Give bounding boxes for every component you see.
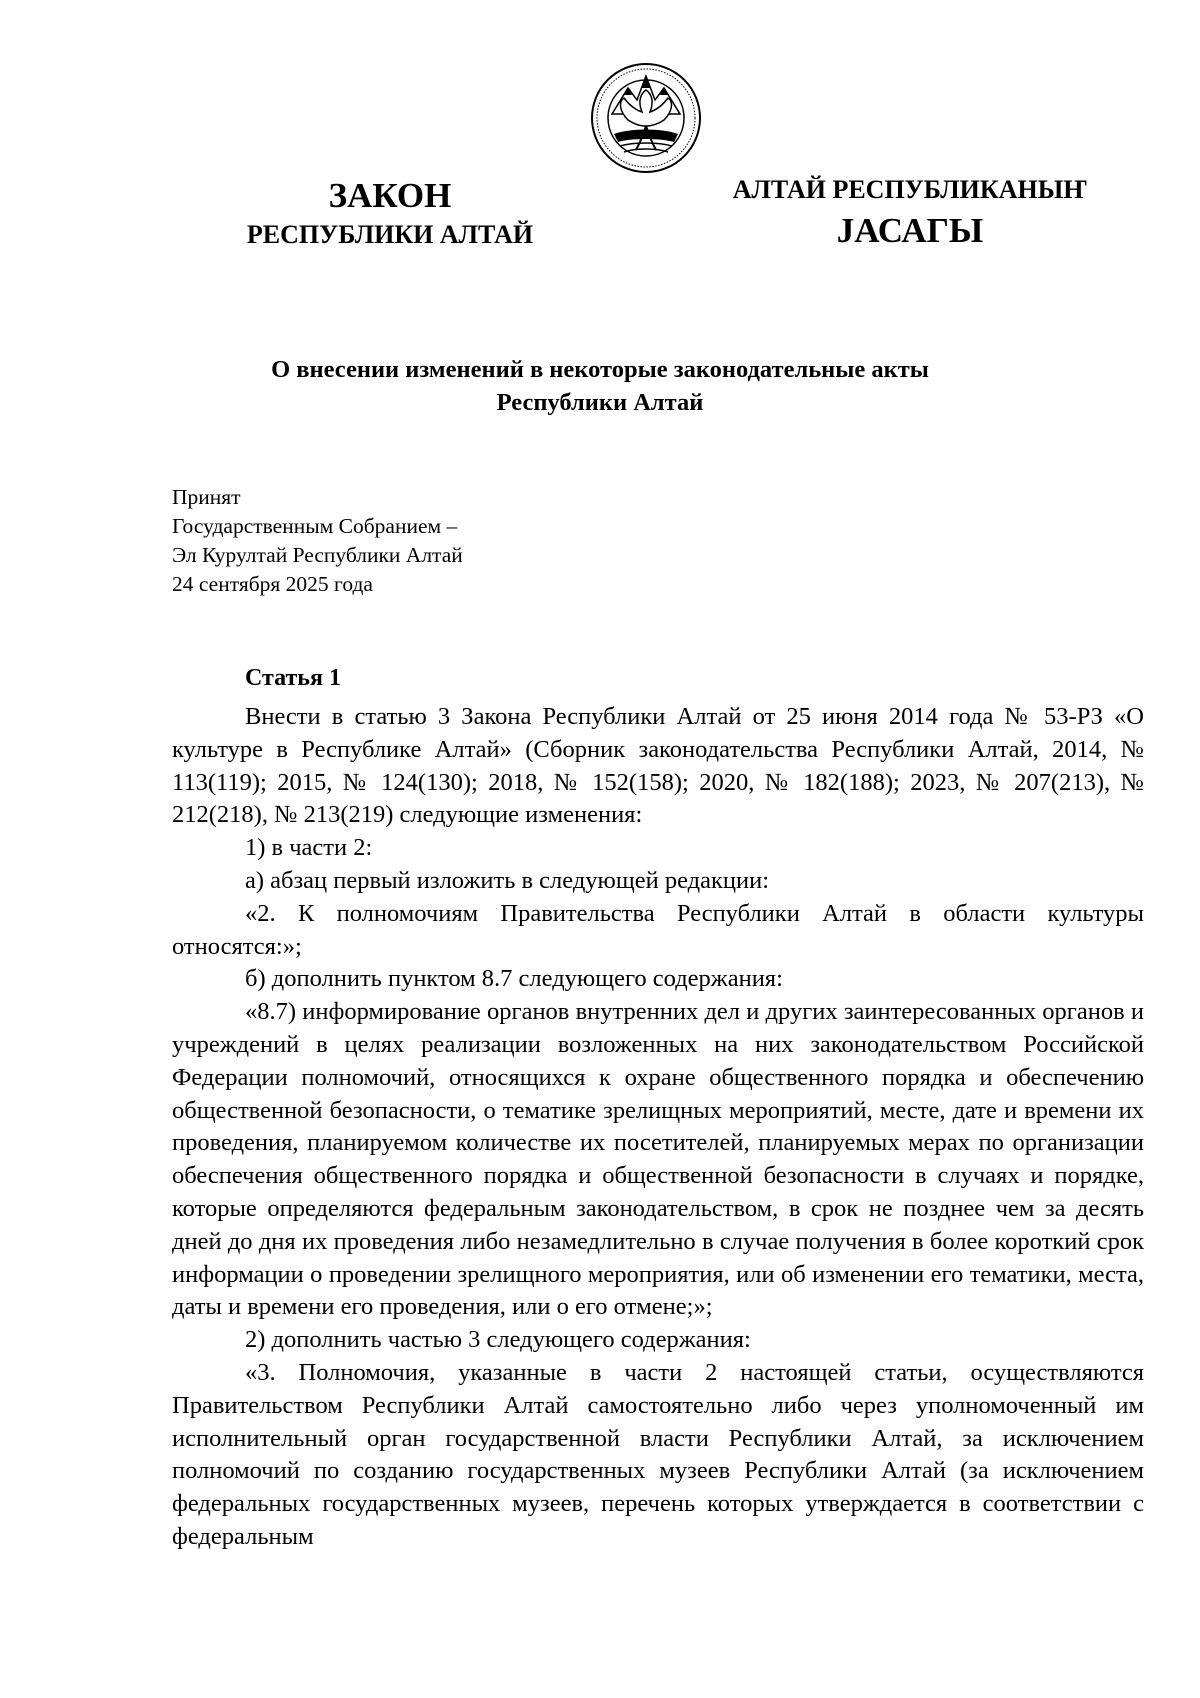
republic-name-altai: АЛТАЙ РЕСПУБЛИКАНЫҤ <box>732 175 1088 204</box>
document-title-line-2: Республики Алтай <box>496 389 704 416</box>
article-paragraph: 1) в части 2: <box>245 834 373 862</box>
article-paragraph: 2) дополнить частью 3 следующего содержания: <box>245 1326 751 1354</box>
adoption-line-2: Государственным Собранием – <box>172 514 458 538</box>
republic-name-russian: РЕСПУБЛИКИ АЛТАЙ <box>246 220 534 249</box>
adoption-line-1: Принят <box>172 485 241 509</box>
article-paragraph: а) абзац первый изложить в следующей редакции: <box>245 866 770 894</box>
article-paragraph: «3. Полномочия, указанные в части 2 настоящей статьи, осуществляются Правительством Республики Алтай самостоятельно либо через уполномоченный им исполнительный орган государственной власти Республики Алтай, за исключением полномочий по созданию государственных музеев Республики Алтай (за исключением федеральных государственных музеев, перечень которых утверждается в соответствии с федеральным <box>172 1358 1144 1550</box>
header-law-title-altai <box>690 172 1130 254</box>
law-word-altai: ЈАСАГЫ <box>836 211 984 250</box>
article-paragraph: «2. К полномочиям Правительства Республики Алтай в области культуры относятся:»; <box>172 899 1144 960</box>
law-word-russian: ЗАКОН <box>328 176 452 215</box>
republic-of-altai-coat-of-arms-icon <box>590 62 702 174</box>
document-title-line-1: О внесении изменений в некоторые законодательные акты <box>271 356 929 383</box>
article-heading: Статья 1 <box>245 665 341 691</box>
adoption-line-3: Эл Курултай Республики Алтай <box>172 543 463 567</box>
article-paragraph: Внести в статью 3 Закона Республики Алтай от 25 июня 2014 года № 53-РЗ «О культуре в Республике Алтай» (Сборник законодательства Республики Алтай, 2014, № 113(119); 2015, № 124(130); 2018, № 152(158); 2020, № 182(188); 2023, № 207(213), № 212(218), № 213(219) следующие изменения: <box>172 703 1144 829</box>
document-title <box>150 353 1050 419</box>
adoption-block <box>172 483 672 599</box>
header-law-title-russian <box>205 175 575 253</box>
article-paragraph: «8.7) информирование органов внутренних дел и других заинтересованных органов и учреждений в целях реализации возложенных на них законодательством Российской Федерации полномочий, относящихся к охране общественного порядка и обеспечению общественной безопасности, о тематике зрелищных мероприятий, месте, дате и времени их проведения, планируемом количестве их посетителей, планируемых мерах по организации обеспечения общественного порядка и общественной безопасности в случаях и порядке, которые определяются федеральным законодательством, в срок не позднее чем за десять дней до дня их проведения либо незамедлительно в случае получения в более короткий срок информации о проведении зрелищного мероприятия, или об изменении его тематики, места, даты и времени его проведения, или о его отмене;»; <box>172 998 1144 1321</box>
coat-of-arms-emblem <box>590 62 702 174</box>
adoption-date: 24 сентября 2025 года <box>172 572 373 596</box>
article-body <box>172 701 1144 1554</box>
article-paragraph: б) дополнить пунктом 8.7 следующего содержания: <box>245 965 783 993</box>
